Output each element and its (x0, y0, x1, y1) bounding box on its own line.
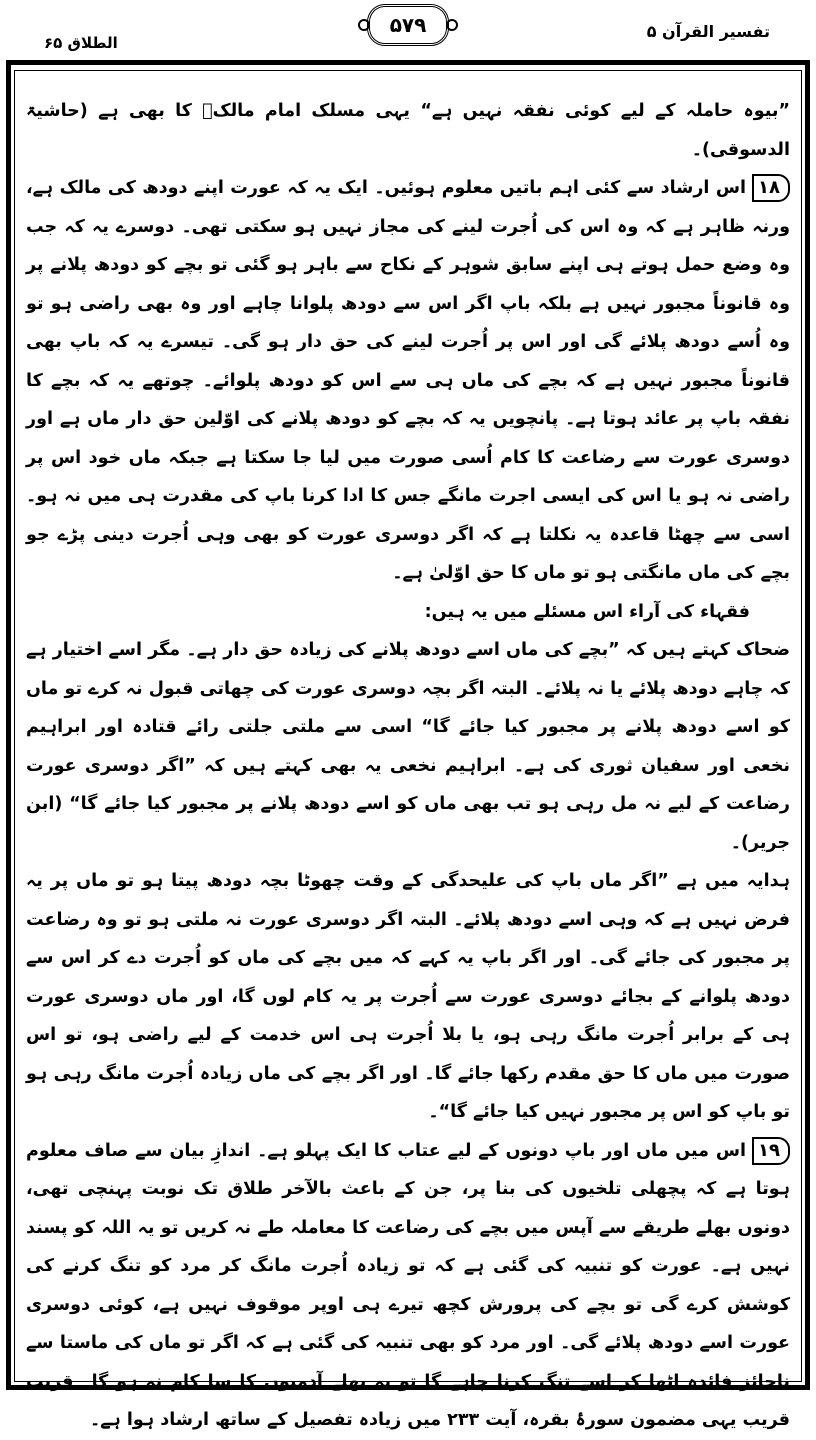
paragraph-text: ضحاک کہتے ہیں کہ ”بچے کی ماں اسے دودھ پلانے کی زیادہ حق دار ہے۔ مگر اسے اختیار ہے کہ چاہے دودھ پلائے یا نہ پلائے۔ البتہ اگر بچہ دوسری عورت کی چھاتی قبول نہ کرے تو ماں کو اسے دودھ پلانے پر مجبور کیا جائے گا“ اسی سے ملتی جلتی رائے قتادہ اور ابراہیم نخعی اور سفیان ثوری کی ہے۔ ابراہیم نخعی یہ بھی کہتے ہیں کہ ”اگر دوسری عورت رضاعت کے لیے نہ مل رہی ہو تب بھی ماں کو اسے دودھ پلانے پر مجبور کیا جائے گا“ (ابن جریر)۔ (26, 640, 790, 853)
paragraph-text: ”بیوہ حاملہ کے لیے کوئی نفقہ نہیں ہے“ یہی مسلک امام مالکؒ کا بھی ہے (حاشیۃ الدسوقی)۔ (26, 101, 791, 160)
page-body (26, 92, 790, 1440)
footnote-marker-18: ۱۸ (752, 174, 790, 202)
paragraph-quote-end (26, 92, 790, 169)
page-number-badge: ۵۷۹ (367, 4, 449, 46)
paragraph-text: ہدایہ میں ہے ”اگر ماں باپ کی علیحدگی کے وقت چھوٹا بچہ دودھ پیتا ہو تو ماں پر یہ فرض نہیں ہے کہ وہی اسے دودھ پلائے۔ البتہ اگر دوسری عورت نہ ملتی ہو تو وہ رضاعت پر مجبور کی جائے گی۔ اور اگر باپ یہ کہے کہ میں بچے کی ماں کو اُجرت دے کر اس سے دودھ پلوانے کے بجائے دوسری عورت سے اُجرت پر یہ کام لوں گا، اور ماں دوسری عورت ہی کے برابر اُجرت مانگ رہی ہو، یا بلا اُجرت ہی اس خدمت کے لیے راضی ہو، تو اس صورت میں ماں کا حق مقدم رکھا جائے گا۔ اور اگر بچے کی ماں زیادہ اُجرت مانگ رہی ہو تو باپ کو اس پر مجبور نہیں کیا جائے گا“۔ (26, 871, 790, 1122)
book-title: تفسیر القرآن ۵ (646, 22, 770, 41)
paragraph-text: فقہاء کی آراء اس مسئلے میں یہ ہیں: (424, 601, 750, 622)
paragraph-note-19 (26, 1132, 790, 1440)
paragraph-hidaya (26, 862, 790, 1132)
footnote-marker-19: ۱۹ (752, 1137, 790, 1165)
paragraph-note-18 (26, 169, 790, 593)
paragraph-dahhak (26, 631, 790, 862)
paragraph-text: اس میں ماں اور باپ دونوں کے لیے عتاب کا ایک پہلو ہے۔ اندازِ بیان سے صاف معلوم ہوتا ہے کہ پچھلی تلخیوں کی بنا پر، جن کے باعث بالآخر طلاق تک نوبت پہنچی تھی، دونوں بھلے طریقے سے آپس میں بچے کی رضاعت کا معاملہ طے نہ کریں تو یہ اللہ کو پسند نہیں ہے۔ عورت کو تنبیہ کی گئی ہے کہ تو زیادہ اُجرت مانگ کر مرد کو تنگ کرنے کی کوشش کرے گی تو بچے کی پرورش کچھ تیرے ہی اوپر موقوف نہیں ہے، کوئی دوسری عورت اسے دودھ پلائے گی۔ اور مرد کو بھی تنبیہ کی گئی ہے کہ اگر تو ماں کی ماستا سے ناجائز فائدہ اٹھا کر اسے تنگ کرنا چاہے گا تو یہ بھلے آدمیوں کا سا کام نہ ہو گا۔ قریب قریب یہی مضمون سورۂ بقرہ، آیت ۲۳۳ میں زیادہ تفصیل کے ساتھ ارشاد ہوا ہے۔ (26, 1140, 790, 1430)
page-header (0, 0, 816, 62)
paragraph-text: اس ارشاد سے کئی اہم باتیں معلوم ہوئیں۔ ایک یہ کہ عورت اپنے دودھ کی مالک ہے، ورنہ ظاہر ہے کہ وہ اس کی اُجرت لینے کی مجاز نہیں ہو سکتی تھی۔ دوسرے یہ کہ جب وہ وضع حمل ہوتے ہی اپنے سابق شوہر کے نکاح سے باہر ہو گئی تو بچے کو دودھ پلانے پر وہ قانوناً مجبور نہیں ہے بلکہ باپ اگر اس سے دودھ پلوانا چاہے اور وہ بھی راضی ہو تو وہ اُسے دودھ پلائے گی اور اس پر اُجرت لینے کی حق دار ہو گی۔ تیسرے یہ کہ باپ بھی قانوناً مجبور نہیں ہے کہ بچے کی ماں ہی سے اس کو دودھ پلوائے۔ چوتھے یہ کہ بچے کا نفقہ باپ پر عائد ہوتا ہے۔ پانچویں یہ کہ بچے کو دودھ پلانے کی اوّلین حق دار ماں ہے اور دوسری عورت سے رضاعت کا کام اُسی صورت میں لیا جا سکتا ہے جبکہ ماں خود اس پر راضی نہ ہو یا اس کی ایسی اجرت مانگے جس کا ادا کرنا باپ کی مقدرت ہی میں نہ ہو۔ اسی سے چھٹا قاعدہ یہ نکلتا ہے کہ اگر دوسری عورت کو بھی وہی اُجرت دینی پڑے جو بچے کی ماں مانگتی ہو تو ماں کا حق اوّلیٰ ہے۔ (26, 178, 790, 583)
surah-title: الطلاق ۶۵ (44, 34, 118, 52)
paragraph-jurists-heading (26, 593, 790, 632)
